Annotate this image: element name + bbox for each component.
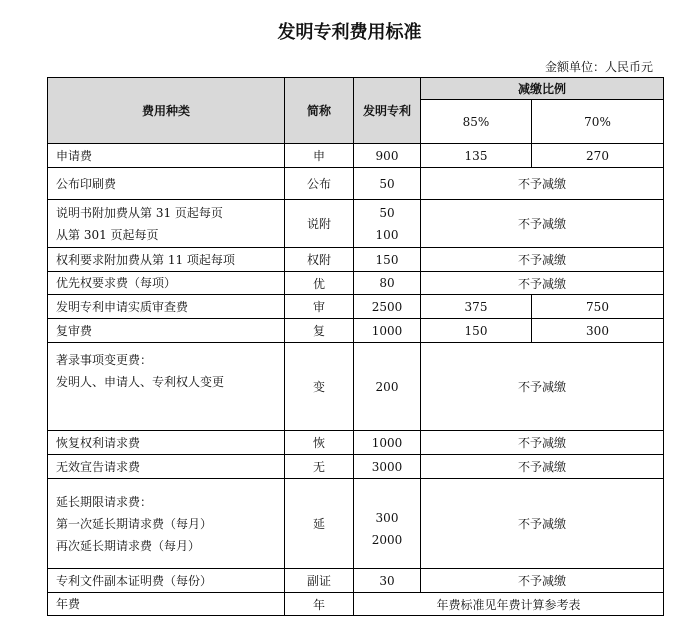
fee-amount: 30 xyxy=(354,569,421,593)
fee-reduction-merged: 不予减缴 xyxy=(421,272,664,295)
fee-name-line: 发明人、申请人、专利权人变更 xyxy=(56,375,225,389)
fee-name: 发明专利申请实质审查费 xyxy=(48,295,285,319)
table-row xyxy=(48,144,664,168)
fee-name xyxy=(48,479,285,569)
fee-reduction-merged: 不予减缴 xyxy=(421,431,664,455)
fee-name xyxy=(48,343,285,431)
fee-reduction-merged: 不予减缴 xyxy=(421,248,664,272)
fee-name: 复审费 xyxy=(48,319,285,343)
header-invention-patent xyxy=(354,78,421,144)
fee-reduction-merged: 不予减缴 xyxy=(421,455,664,479)
table-row xyxy=(48,168,664,200)
header-reduction-ratio: 减缴比例 xyxy=(421,78,664,100)
fee-reduction-85: 375 xyxy=(421,295,532,319)
fee-amount: 80 xyxy=(354,272,421,295)
table-row xyxy=(48,319,664,343)
fee-reduction-merged: 不予减缴 xyxy=(421,343,664,431)
fee-name: 申请费 xyxy=(48,144,285,168)
fee-name: 年费 xyxy=(48,593,285,616)
fee-abbr: 优 xyxy=(285,272,354,295)
header-fee-type: 费用种类 xyxy=(48,78,285,144)
fee-abbr: 副证 xyxy=(285,569,354,593)
annual-fee-note: 年费标准见年费计算参考表 xyxy=(354,593,664,616)
fee-amount: 1000 xyxy=(354,431,421,455)
header-ratio-70: 70% xyxy=(532,100,664,144)
header-ratio-85: 85% xyxy=(421,100,532,144)
header-abbr: 简称 xyxy=(285,78,354,144)
currency-unit-note: 金额单位：人民币元 xyxy=(544,60,653,74)
fee-amount: 1000 xyxy=(354,319,421,343)
fee-amount xyxy=(354,200,421,248)
fee-abbr: 申 xyxy=(285,144,354,168)
fee-reduction-70: 750 xyxy=(532,295,664,319)
fee-abbr: 变 xyxy=(285,343,354,431)
fee-abbr: 权附 xyxy=(285,248,354,272)
fee-amount: 2500 xyxy=(354,295,421,319)
fee-amount: 50 xyxy=(354,168,421,200)
fee-reduction-merged: 不予减缴 xyxy=(421,168,664,200)
fee-amount: 200 xyxy=(354,343,421,431)
fee-amount: 150 xyxy=(354,248,421,272)
fee-abbr: 恢 xyxy=(285,431,354,455)
fee-name-line: 第一次延长期请求费（每月） xyxy=(56,516,213,531)
fee-name-line: 延长期限请求费： xyxy=(56,494,153,509)
fee-abbr: 复 xyxy=(285,319,354,343)
fee-abbr: 无 xyxy=(285,455,354,479)
fee-name: 权利要求附加费从第 11 项起每项 xyxy=(48,248,285,272)
fee-abbr: 延 xyxy=(285,479,354,569)
fee-amount: 900 xyxy=(354,144,421,168)
header-invention-patent-text: 发明专利 xyxy=(362,103,411,118)
table-row xyxy=(48,431,664,455)
fee-reduction-85: 135 xyxy=(421,144,532,168)
table-row xyxy=(48,295,664,319)
fee-name: 公布印刷费 xyxy=(48,168,285,200)
fee-reduction-70: 300 xyxy=(532,319,664,343)
fee-abbr: 审 xyxy=(285,295,354,319)
fee-name-line: 著录事项变更费： xyxy=(56,353,153,367)
fee-amount-line: 100 xyxy=(375,227,399,242)
fee-amount xyxy=(354,479,421,569)
fee-amount-line: 300 xyxy=(375,510,399,525)
fee-reduction-merged: 不予减缴 xyxy=(421,569,664,593)
fee-name: 恢复权利请求费 xyxy=(48,431,285,455)
table-row xyxy=(48,343,664,431)
fee-name: 优先权要求费（每项） xyxy=(48,272,285,295)
table-row xyxy=(48,200,664,248)
fee-table xyxy=(47,77,664,616)
fee-reduction-merged: 不予减缴 xyxy=(421,479,664,569)
table-row xyxy=(48,248,664,272)
fee-abbr: 公布 xyxy=(285,168,354,200)
table-row xyxy=(48,272,664,295)
fee-amount-line: 50 xyxy=(379,205,395,220)
fee-name-line: 说明书附加费从第 31 页起每页 xyxy=(56,205,223,220)
fee-name-line: 再次延长期请求费（每月） xyxy=(56,538,201,553)
fee-name: 专利文件副本证明费（每份） xyxy=(48,569,285,593)
page-title: 发明专利费用标准 xyxy=(277,22,422,43)
fee-reduction-85: 150 xyxy=(421,319,532,343)
fee-reduction-70: 270 xyxy=(532,144,664,168)
fee-name-line: 从第 301 页起每页 xyxy=(56,227,159,242)
table-row xyxy=(48,455,664,479)
fee-abbr: 说附 xyxy=(285,200,354,248)
fee-amount: 3000 xyxy=(354,455,421,479)
table-row xyxy=(48,479,664,569)
fee-reduction-merged: 不予减缴 xyxy=(421,200,664,248)
table-row xyxy=(48,593,664,616)
table-row xyxy=(48,569,664,593)
fee-abbr: 年 xyxy=(285,593,354,616)
fee-amount-line: 2000 xyxy=(371,532,403,547)
fee-name xyxy=(48,200,285,248)
fee-name: 无效宣告请求费 xyxy=(48,455,285,479)
